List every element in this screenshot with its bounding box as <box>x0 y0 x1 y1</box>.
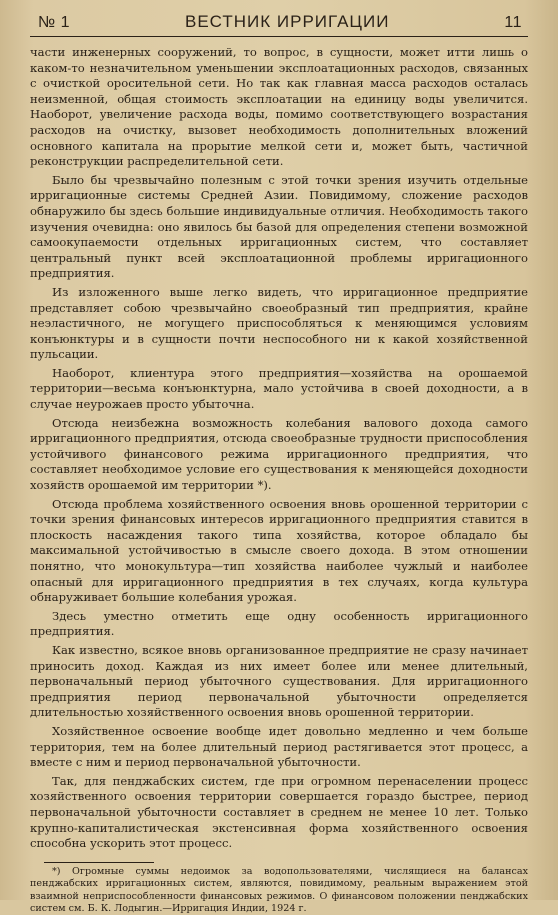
footnote-divider <box>44 862 154 863</box>
issue-number: № 1 <box>38 14 71 31</box>
paragraph: Здесь уместно отметить еще одну особенность ирригационного предприятия. <box>30 608 528 639</box>
footnote-text: *) Огромные суммы недоимок за водопользователями, числящиеся на балансах пенджабских ирригационных систем, являются, повидимому, реальным выражением этой взаимной неприспособленности финансовых режимов. О финансовом положении пенджабских систем см. Б. К. Лодыгин.—Ирригация Индии, 1924 г. <box>30 865 528 914</box>
paragraph: Так, для пенджабских систем, где при огромном перенаселении процесс хозяйственного освоения территории совершается гораздо быстрее, период первоначальной убыточности составляет в среднем не менее 10 лет. Только крупно-капиталистическая экстенсивная форма хозяйственного освоения способна ускорить этот процесс. <box>30 773 528 851</box>
paragraph: Было бы чрезвычайно полезным с этой точки зрения изучить отдельные ирригационные системы Средней Азии. Повидимому, сложение расходов обнаружило бы здесь большие индивидуальные отличия. Необходимость такого изучения очевидна: оно явилось бы базой для определения степени возможной самоокупаемости отдельных ирригационных систем, что составляет центральный пункт всей эксплоатационной проблемы ирригационного предприятия. <box>30 172 528 281</box>
article-body <box>30 45 528 852</box>
footnote <box>30 866 528 915</box>
page-number: 11 <box>504 14 522 31</box>
paragraph: Отсюда неизбежна возможность колебания валового дохода самого ирригационного предприятия, отсюда своеобразные трудности приспособления устойчивого финансового режима ирригационного предприятия, что составляет необходимое условие его существования к меняющейся доходности хозяйств орошаемой им территории *). <box>30 415 528 493</box>
paragraph: Из изложенного выше легко видеть, что ирригационное предприятие представляет собою чрезвычайно своеобразный тип предприятия, крайне неэластичного, не могущего приспособляться к меняющимся условиям конъюнктуры и в сущности почти неспособного ни к какой хозяйственной пульсации. <box>30 284 528 362</box>
paragraph: Как известно, всякое вновь организованное предприятие не сразу начинает приносить доход. Каждая из них имеет более или менее длительный, первоначальный период убыточного существования. Для ирригационного предприятия период первоначальной убыточности определяется длительностью хозяйственного освоения вновь орошенной территории. <box>30 642 528 720</box>
paragraph: части инженерных сооружений, то вопрос, в сущности, может итти лишь о каком-то незначительном уменьшении эксплоатационных расходов, связанных с очисткой оросительной сети. Но так как главная масса расходов осталась неизменной, общая стоимость эксплоатации на единицу воды увеличится. Наоборот, увеличение расхода воды, помимо соответствующего возрастания расходов на очистку, вызовет необходимость дополнительных вложений основного капитала на прорытие мелкой сети и, может быть, частичной реконструкции распределительной сети. <box>30 45 528 169</box>
journal-title: ВЕСТНИК ИРРИГАЦИИ <box>184 12 390 31</box>
paragraph: Отсюда проблема хозяйственного освоения вновь орошенной территории с точки зрения финансовых интересов ирригационного предприятия ставится в плоскость насаждения такого типа хозяйства, которое обладало бы максимальной устойчивостью в смысле своего дохода. В этом отношении понятно, что монокультура—тип хозяйства наиболее чужлый и наиболее опасный для ирригационного предприятия в тех случаях, когда культура обнаруживает большие колебания урожая. <box>30 496 528 605</box>
paragraph: Наоборот, клиентура этого предприятия—хозяйства на орошаемой территории—весьма конъюнктурна, мало устойчива в своей доходности, а в случае неурожаев просто убыточна. <box>30 365 528 412</box>
paragraph: Хозяйственное освоение вообще идет довольно медленно и чем больше территория, тем на более длительный период растягивается этот процесс, а вместе с ним и период первоначальной убыточности. <box>30 723 528 770</box>
running-header <box>30 12 528 37</box>
